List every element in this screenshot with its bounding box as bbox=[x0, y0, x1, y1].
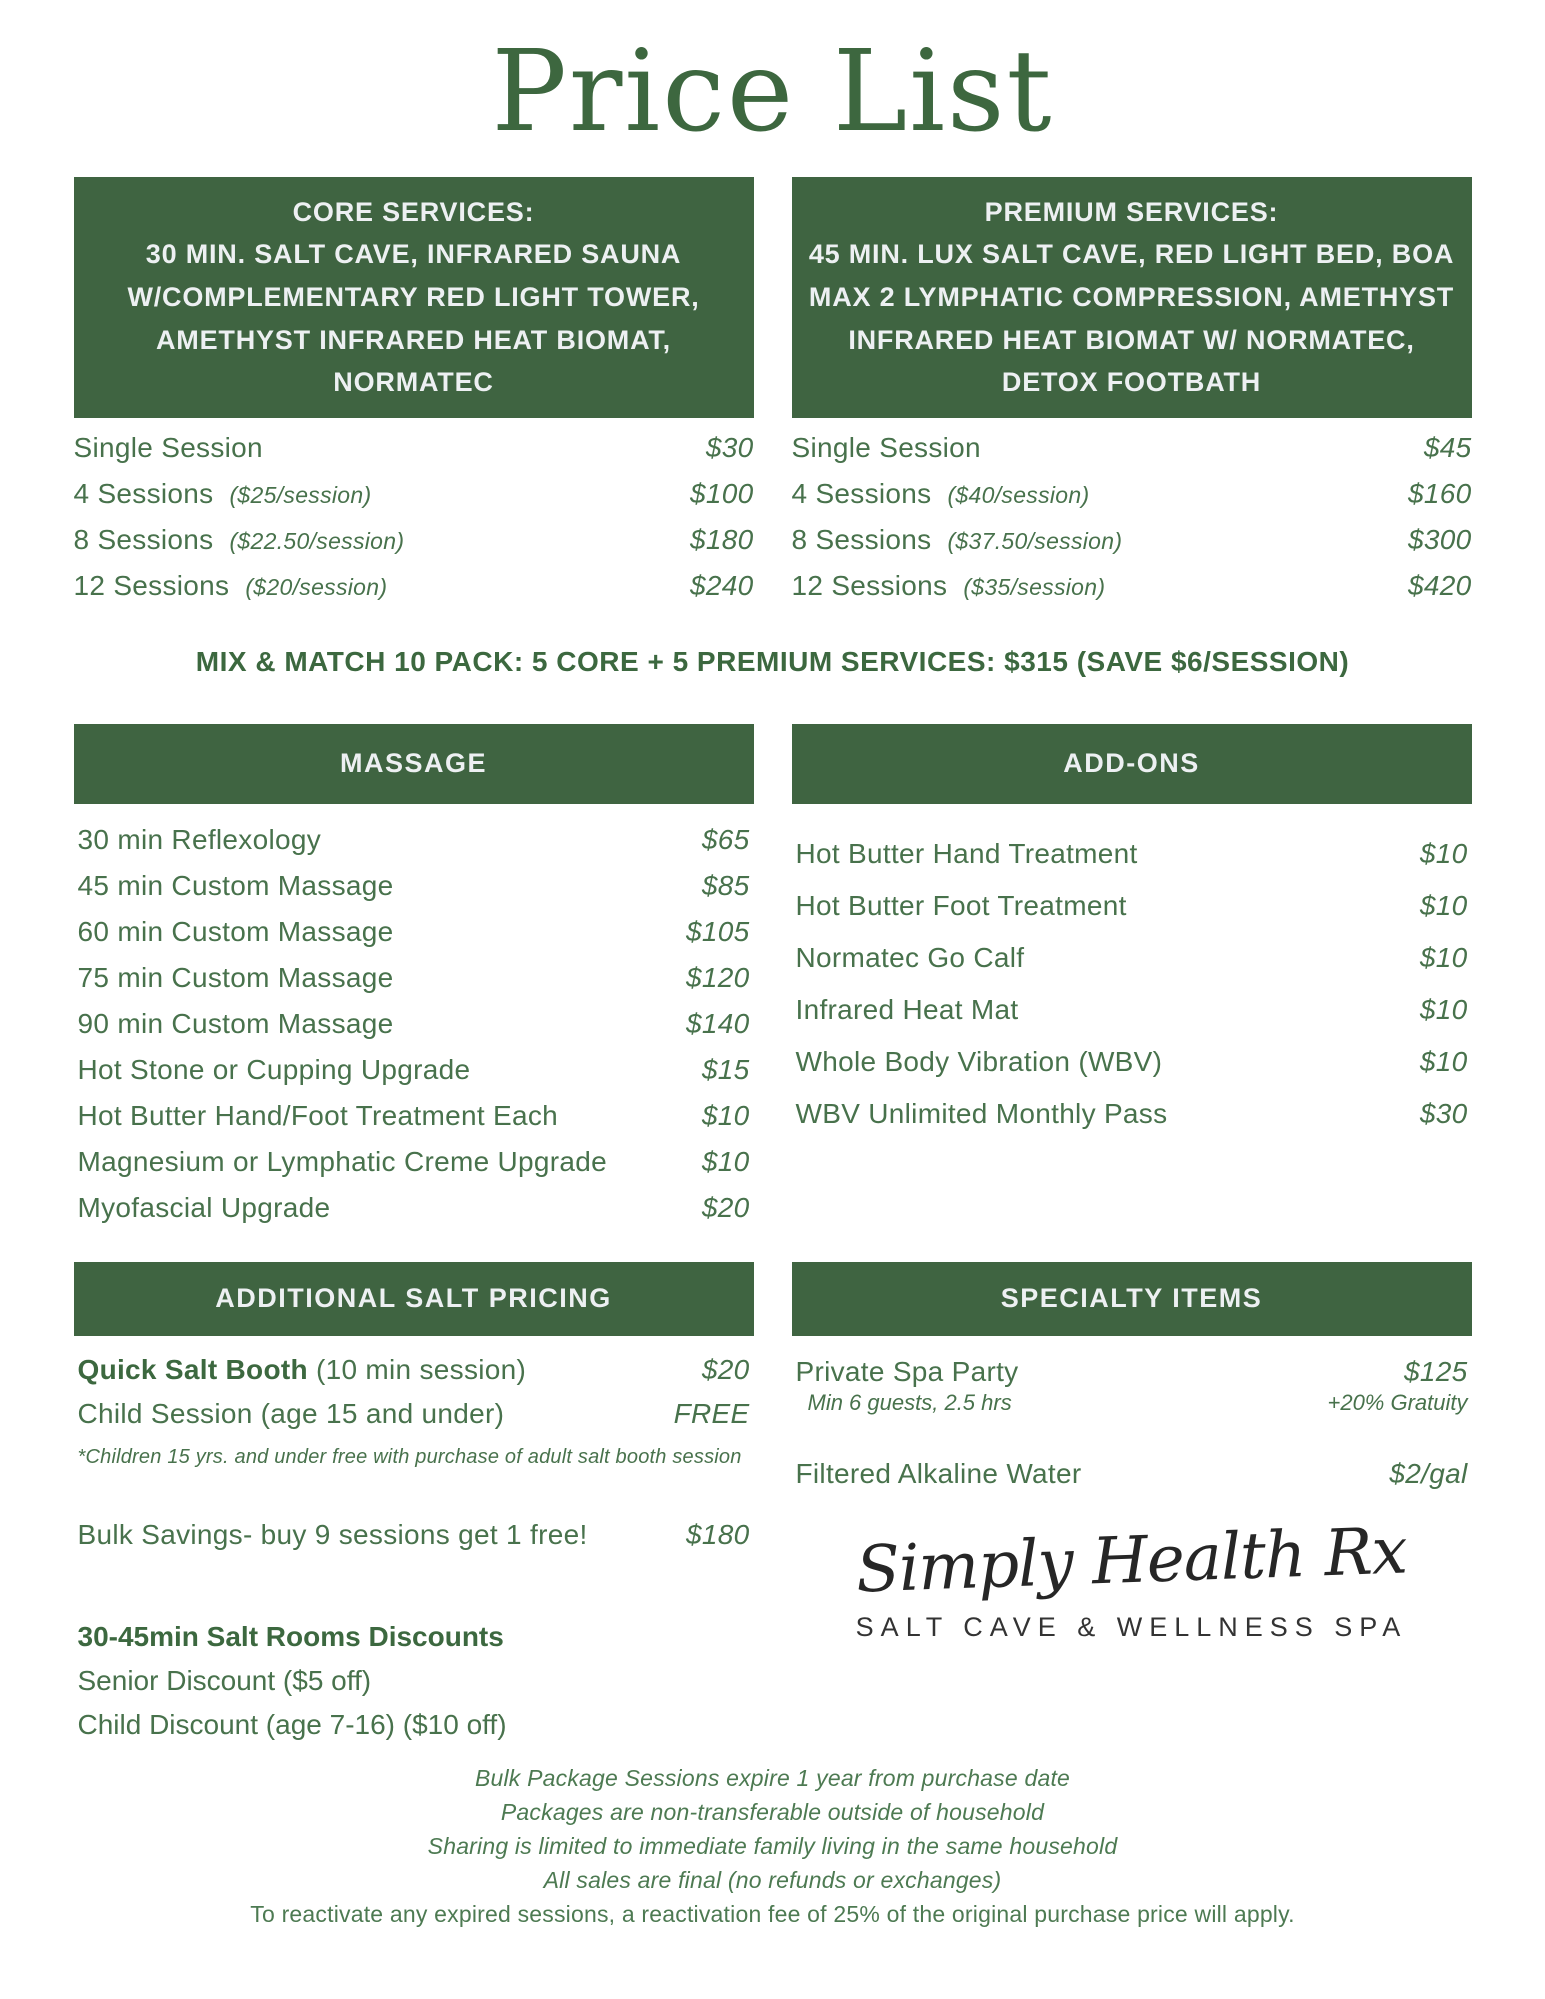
quick-salt-price: $20 bbox=[701, 1353, 750, 1385]
session-price: $240 bbox=[690, 569, 754, 601]
item-price: $65 bbox=[701, 823, 750, 855]
price-row bbox=[792, 432, 1472, 478]
list-item bbox=[78, 962, 750, 1008]
session-note: ($22.50/session) bbox=[229, 527, 405, 554]
core-services-description: 30 MIN. SALT CAVE, INFRARED SAUNA W/COMPLEMENTARY RED LIGHT TOWER, AMETHYST INFRARED HEAT BIOMAT, NORMATEC bbox=[127, 239, 700, 398]
item-label: Hot Butter Hand/Foot Treatment Each bbox=[77, 1099, 559, 1131]
item-label: WBV Unlimited Monthly Pass bbox=[795, 1097, 1168, 1129]
price-row bbox=[74, 524, 754, 570]
item-price: $10 bbox=[701, 1145, 750, 1177]
item-price: $10 bbox=[1419, 941, 1468, 973]
child-discount-line: Child Discount (age 7-16) ($10 off) bbox=[77, 1708, 507, 1740]
session-label: 12 Sessions bbox=[73, 569, 230, 601]
premium-services-description: 45 MIN. LUX SALT CAVE, RED LIGHT BED, BOA MAX 2 LYMPHATIC COMPRESSION, AMETHYST INFRARED HEAT BIOMAT W/ NORMATEC, DETOX FOOTBATH bbox=[808, 239, 1455, 398]
item-label: Magnesium or Lymphatic Creme Upgrade bbox=[77, 1145, 608, 1177]
session-label: Single Session bbox=[73, 431, 263, 463]
premium-services-title: PREMIUM SERVICES: bbox=[984, 196, 1279, 227]
core-services-column bbox=[74, 177, 754, 616]
item-label: 45 min Custom Massage bbox=[77, 869, 394, 901]
specialty-header: SPECIALTY ITEMS bbox=[792, 1262, 1472, 1336]
session-note: ($20/session) bbox=[245, 573, 388, 600]
session-price: $160 bbox=[1408, 477, 1472, 509]
core-services-header bbox=[74, 177, 754, 418]
item-label: Infrared Heat Mat bbox=[795, 993, 1019, 1025]
logo-subtitle: SALT CAVE & WELLNESS SPA bbox=[855, 1611, 1408, 1642]
massage-column bbox=[74, 724, 754, 1238]
premium-services-column bbox=[792, 177, 1472, 616]
core-services-title: CORE SERVICES: bbox=[292, 196, 535, 227]
policy-line: Sharing is limited to immediate family living in the same household bbox=[427, 1832, 1118, 1859]
spa-party-gratuity: +20% Gratuity bbox=[1327, 1389, 1468, 1415]
additional-salt-content bbox=[74, 1354, 754, 1747]
list-item bbox=[78, 916, 750, 962]
session-note: ($35/session) bbox=[963, 573, 1106, 600]
premium-services-header bbox=[792, 177, 1472, 418]
policy-line: All sales are final (no refunds or exchanges) bbox=[543, 1866, 1002, 1893]
item-price: $15 bbox=[701, 1053, 750, 1085]
policy-line: Bulk Package Sessions expire 1 year from purchase date bbox=[474, 1764, 1071, 1791]
session-price: $180 bbox=[690, 523, 754, 555]
list-item bbox=[796, 890, 1468, 942]
salt-discounts-title: 30-45min Salt Rooms Discounts bbox=[77, 1620, 504, 1652]
list-item bbox=[796, 942, 1468, 994]
addons-list bbox=[792, 838, 1472, 1150]
specialty-content bbox=[792, 1356, 1472, 1643]
spa-party-conditions: Min 6 guests, 2.5 hrs bbox=[807, 1389, 1012, 1415]
price-row bbox=[792, 478, 1472, 524]
price-row bbox=[74, 478, 754, 524]
list-item bbox=[78, 870, 750, 916]
spa-party-price: $125 bbox=[1404, 1355, 1468, 1387]
list-item bbox=[78, 1054, 750, 1100]
price-row bbox=[792, 570, 1472, 616]
item-price: $85 bbox=[701, 869, 750, 901]
salt-specialty-section bbox=[0, 1262, 1545, 1747]
child-session-footnote: *Children 15 yrs. and under free with purchase of adult salt booth session bbox=[77, 1445, 742, 1468]
item-price: $10 bbox=[1419, 993, 1468, 1025]
page-title: Price List bbox=[491, 27, 1054, 157]
policy-line: Packages are non-transferable outside of household bbox=[500, 1798, 1045, 1825]
bulk-savings-price: $180 bbox=[686, 1518, 750, 1550]
list-item bbox=[78, 1146, 750, 1192]
item-price: $10 bbox=[1419, 837, 1468, 869]
item-price: $140 bbox=[686, 1007, 750, 1039]
session-price: $45 bbox=[1423, 431, 1472, 463]
policy-line: To reactivate any expired sessions, a reactivation fee of 25% of the original purchase price will apply. bbox=[250, 1900, 1295, 1927]
addons-column bbox=[792, 724, 1472, 1238]
item-price: $105 bbox=[686, 915, 750, 947]
item-label: 30 min Reflexology bbox=[77, 823, 322, 855]
mix-match-offer: MIX & MATCH 10 PACK: 5 CORE + 5 PREMIUM SERVICES: $315 (SAVE $6/SESSION) bbox=[195, 645, 1350, 677]
addons-header: ADD-ONS bbox=[792, 724, 1472, 804]
session-label: 8 Sessions bbox=[791, 523, 932, 555]
bulk-savings-label: Bulk Savings- buy 9 sessions get 1 free! bbox=[77, 1518, 588, 1550]
brand-logo bbox=[796, 1514, 1468, 1643]
quick-salt-label bbox=[78, 1354, 527, 1386]
item-label: Hot Butter Foot Treatment bbox=[795, 889, 1127, 921]
session-note: ($37.50/session) bbox=[947, 527, 1123, 554]
list-item bbox=[78, 824, 750, 870]
item-price: $10 bbox=[701, 1099, 750, 1131]
item-label: Hot Butter Hand Treatment bbox=[795, 837, 1138, 869]
session-note: ($25/session) bbox=[229, 481, 372, 508]
list-item bbox=[796, 1046, 1468, 1098]
item-price: $30 bbox=[1419, 1097, 1468, 1129]
spa-party-label: Private Spa Party bbox=[795, 1355, 1019, 1387]
session-price: $100 bbox=[690, 477, 754, 509]
massage-addons-section bbox=[0, 724, 1545, 1238]
session-label: 12 Sessions bbox=[791, 569, 948, 601]
list-item bbox=[78, 1008, 750, 1054]
quick-salt-label-bold: Quick Salt Booth bbox=[77, 1353, 308, 1385]
session-label: 8 Sessions bbox=[73, 523, 214, 555]
item-label: 60 min Custom Massage bbox=[77, 915, 394, 947]
item-label: 90 min Custom Massage bbox=[77, 1007, 394, 1039]
massage-list bbox=[74, 824, 754, 1238]
item-price: $20 bbox=[701, 1191, 750, 1223]
price-row bbox=[74, 432, 754, 478]
massage-header: MASSAGE bbox=[74, 724, 754, 804]
alkaline-water-label: Filtered Alkaline Water bbox=[795, 1457, 1082, 1489]
item-price: $10 bbox=[1419, 1045, 1468, 1077]
premium-services-pricing bbox=[792, 432, 1472, 616]
session-price: $300 bbox=[1408, 523, 1472, 555]
session-label: 4 Sessions bbox=[791, 477, 932, 509]
session-label: 4 Sessions bbox=[73, 477, 214, 509]
additional-salt-column bbox=[74, 1262, 754, 1747]
additional-salt-header: ADDITIONAL SALT PRICING bbox=[74, 1262, 754, 1336]
session-label: Single Session bbox=[791, 431, 981, 463]
list-item bbox=[796, 1098, 1468, 1150]
item-label: 75 min Custom Massage bbox=[77, 961, 394, 993]
list-item bbox=[78, 1100, 750, 1146]
list-item bbox=[796, 838, 1468, 890]
list-item bbox=[796, 994, 1468, 1046]
list-item bbox=[78, 1192, 750, 1238]
bulk-savings-row bbox=[78, 1519, 750, 1563]
session-note: ($40/session) bbox=[947, 481, 1090, 508]
child-session-label: Child Session (age 15 and under) bbox=[77, 1397, 505, 1429]
item-price: $120 bbox=[686, 961, 750, 993]
senior-discount-line: Senior Discount ($5 off) bbox=[77, 1664, 372, 1696]
child-session-price: FREE bbox=[673, 1397, 750, 1429]
specialty-column bbox=[792, 1262, 1472, 1747]
policy-footer bbox=[0, 1761, 1545, 1931]
item-label: Whole Body Vibration (WBV) bbox=[795, 1045, 1163, 1077]
quick-salt-row bbox=[78, 1354, 750, 1398]
quick-salt-label-rest: (10 min session) bbox=[307, 1353, 527, 1385]
price-row bbox=[74, 570, 754, 616]
alkaline-water-price: $2/gal bbox=[1389, 1457, 1468, 1489]
price-row bbox=[792, 524, 1472, 570]
item-price: $10 bbox=[1419, 889, 1468, 921]
child-session-row bbox=[78, 1398, 750, 1442]
alkaline-water-row bbox=[796, 1458, 1468, 1498]
item-label: Myofascial Upgrade bbox=[77, 1191, 331, 1223]
logo-script-text: Simply Health Rx bbox=[854, 1514, 1409, 1608]
item-label: Normatec Go Calf bbox=[795, 941, 1025, 973]
session-price: $30 bbox=[705, 431, 754, 463]
services-section bbox=[0, 177, 1545, 616]
session-price: $420 bbox=[1408, 569, 1472, 601]
item-label: Hot Stone or Cupping Upgrade bbox=[77, 1053, 471, 1085]
spa-party-details-row bbox=[796, 1390, 1468, 1416]
core-services-pricing bbox=[74, 432, 754, 616]
